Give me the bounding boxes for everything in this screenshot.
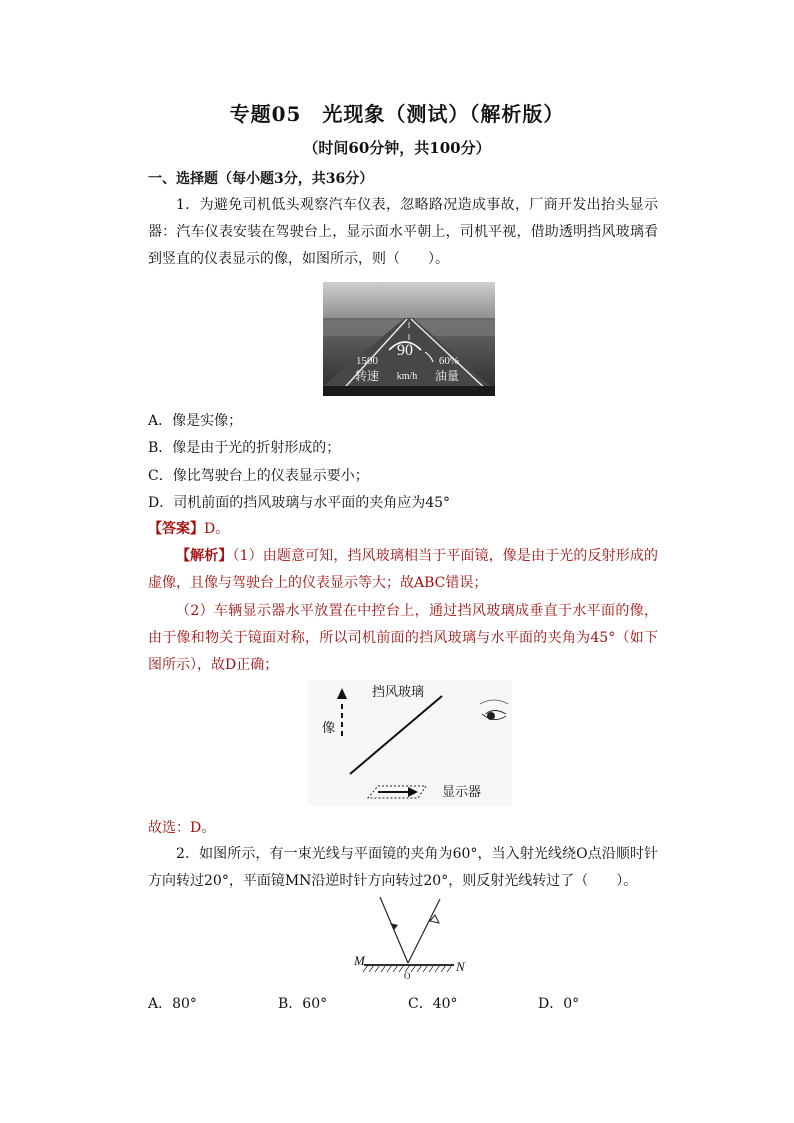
page-title: 专题05 光现象（测试）（解析版） xyxy=(229,102,565,126)
q1-stem: 1．为避免司机低头观察汽车仪表，忽略路况造成事故，厂商开发出抬头显示器：汽车仪表安装在驾驶台上，显示面水平朝上，司机平视，借助透明挡风玻璃看到竖直的仪表显示的像，如图所示，则（ ）。 xyxy=(148,197,658,267)
mirror-diagram-svg xyxy=(350,893,474,983)
q2-stem: 2．如图所示，有一束光线与平面镜的夹角为60°，当入射光线绕O点沿顺时针方向转过20°，平面镜MN沿逆时针方向转过20°，则反射光线转过了（ ）。 xyxy=(148,846,658,889)
q2-option-c: C．40° xyxy=(408,996,458,1012)
hud-speed: 90 xyxy=(397,342,413,359)
q1-analysis-p2: （2）车辆显示器水平放置在中控台上，通过挡风玻璃成垂直于水平面的像，由于像和物关于镜面对称，所以司机前面的挡风玻璃与水平面的夹角为45°（如下图所示），故D正确； xyxy=(148,603,658,673)
hud-rpm: 1500 xyxy=(356,355,378,367)
section-heading: 一、选择题（每小题3分，共36分） xyxy=(148,171,374,187)
page-subtitle: （时间60分钟，共100分） xyxy=(303,139,491,157)
hud-unit-label: km/h xyxy=(396,371,418,382)
answer-label: 【答案】 xyxy=(148,521,204,537)
q1-conclusion: 故选：D。 xyxy=(148,820,216,836)
analysis-text-1: （1）由题意可知，挡风玻璃相当于平面镜，像是由于光的反射形成的虚像，且像与驾驶台上的仪表显示等大；故ABC错误； xyxy=(148,548,659,591)
q1-analysis-p1 xyxy=(148,543,658,597)
diagram-image-label: 像 xyxy=(322,721,336,736)
q1-option-d: D．司机前面的挡风玻璃与水平面的夹角应为45° xyxy=(148,495,451,511)
q1-answer xyxy=(148,518,229,538)
q2-option-b: B．60° xyxy=(278,996,328,1012)
hud-photo-svg xyxy=(323,282,495,396)
hud-fuel: 60% xyxy=(438,355,460,367)
windshield-diagram-svg xyxy=(308,680,512,806)
hud-photo xyxy=(323,282,495,396)
diagram-display-label: 显示器 xyxy=(442,785,482,800)
windshield-diagram xyxy=(308,680,512,806)
mirror-label-n: N xyxy=(456,959,465,974)
hud-fuel-label: 油量 xyxy=(434,369,460,383)
q1-option-a: A．像是实像； xyxy=(148,413,243,429)
mirror-label-m: M xyxy=(354,953,365,968)
mirror-diagram xyxy=(350,893,474,983)
answer-value: D。 xyxy=(204,521,230,537)
q2-options xyxy=(148,993,668,1013)
diagram-windshield-label: 挡风玻璃 xyxy=(372,685,425,700)
q2-option-d: D．0° xyxy=(538,996,580,1012)
mirror-label-o: O xyxy=(404,971,411,981)
q1-option-b: B．像是由于光的折射形成的； xyxy=(148,440,341,456)
q2-option-a: A．80° xyxy=(148,996,197,1012)
analysis-label: 【解析】 xyxy=(176,548,233,564)
q1-option-c: C．像比驾驶台上的仪表显示要小； xyxy=(148,468,369,484)
hud-rpm-label: 转速 xyxy=(354,369,380,383)
